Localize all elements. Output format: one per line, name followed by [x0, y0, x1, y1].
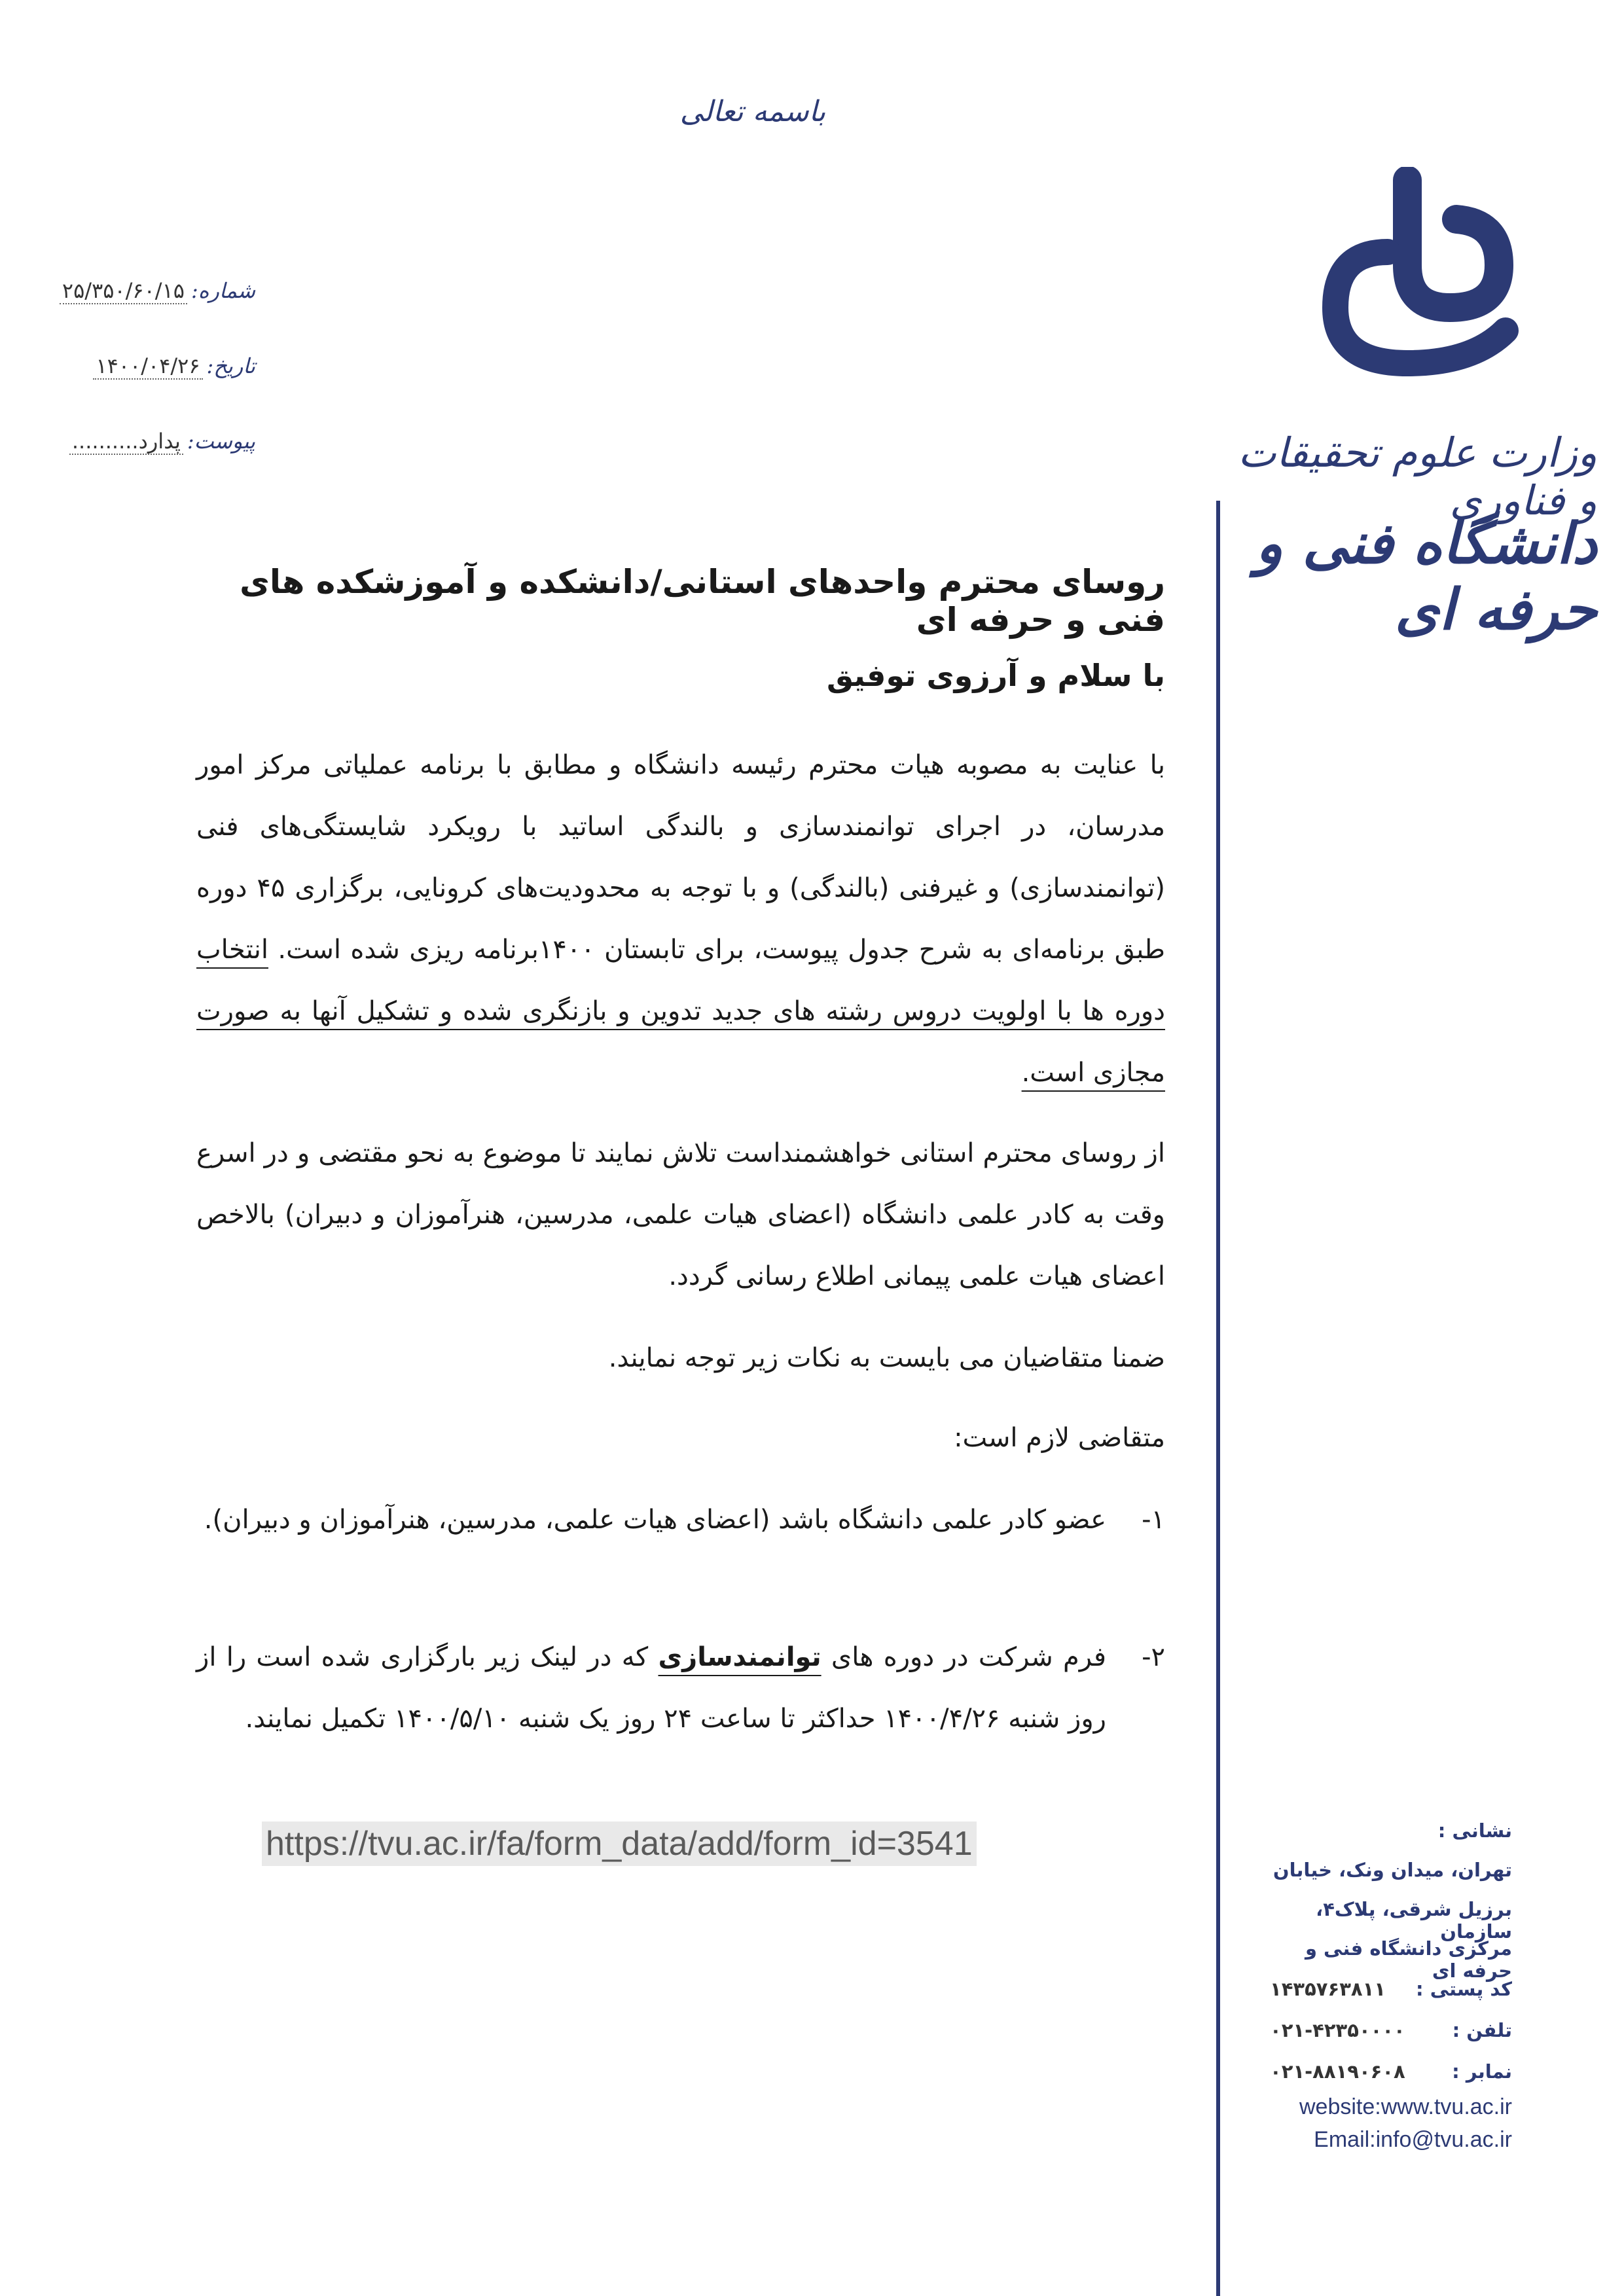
item2-pre: فرم شرکت در دوره های [821, 1642, 1107, 1672]
list-item-number: ۲- [1142, 1642, 1165, 1672]
item2-bold: توانمندسازی [658, 1642, 821, 1672]
list-item [196, 1489, 1165, 1551]
form-link[interactable]: https://tvu.ac.ir/fa/form_data/add/form_id=3541 [262, 1821, 977, 1866]
paragraph-2: از روسای محترم استانی خواهشمنداست تلاش نمایند تا موضوع به نحو مقتضی و در اسرع وقت به کادر علمی دانشگاه (اعضای هیات علمی، مدرسین، هنرآموزان و دبیران) بالاخص اعضای هیات علمی پیمانی اطلاع رسانی گردد. [196, 1138, 1165, 1291]
paragraph-1-text: با عنایت به مصوبه هیات محترم رئیسه دانشگاه و مطابق با برنامه عملیاتی مرکز امور مدرسان، در اجرای توانمندسازی و بالندگی اساتید با رویکرد شایستگی‌های فنی (توانمندسازی) و غیرفنی (بالندگی) و با توجه به محدودیت‌های کرونایی، برگزاری ۴۵ دوره طبق برنامه‌ای به شرح جدول پیوست، برای تابستان ۱۴۰۰برنامه ریزی شده است. [196, 750, 1165, 965]
attachment-label: پیوست: [187, 429, 255, 454]
postal-value: ۱۴۳۵۷۶۳۸۱۱ [1270, 1978, 1386, 2000]
ministry-name: وزارت علوم تحقیقات و فناوری [1238, 429, 1597, 524]
number-label: شماره: [190, 278, 255, 303]
item2-post: که در لینک زیر بارگزاری شده است را از روز شنبه ۱۴۰۰/۴/۲۶ حداکثر تا ساعت ۲۴ روز یک شنبه ۱۴۰۰/۵/۱۰ تکمیل نمایند. [196, 1642, 1106, 1734]
fax [1270, 2060, 1512, 2083]
list-item [196, 1626, 1165, 1749]
date-label: تاریخ: [206, 353, 255, 378]
university-name: دانشگاه فنی و حرفه ای [1255, 511, 1597, 643]
address-line-3: مرکزی دانشگاه فنی و حرفه ای [1305, 1937, 1512, 1982]
attachment-value: پدارد.......... [69, 429, 183, 455]
paragraph-1-underlined: انتخاب دوره ها با اولویت دروس رشته های جدید تدوین و بازنگری شده و تشکیل آنها به صورت مجازی است. [196, 935, 1165, 1088]
postal-code [1270, 1978, 1512, 2000]
list-item-text: عضو کادر علمی دانشگاه باشد (اعضای هیات علمی، مدرسین، هنرآموزان و دبیران). [204, 1505, 1106, 1535]
paragraph-1 [196, 734, 1165, 1103]
address-title: نشانی : [1437, 1820, 1512, 1842]
letter-attachment [59, 429, 255, 455]
vertical-divider [1216, 501, 1220, 2296]
website-link[interactable]: website:www.tvu.ac.ir [1299, 2094, 1512, 2119]
letter-date [59, 353, 255, 380]
phone-label: تلفن : [1452, 2019, 1512, 2041]
phone [1270, 2019, 1512, 2041]
postal-label: کد پستی : [1416, 1978, 1512, 2000]
number-value: ۲۵/۳۵۰/۶۰/۱۵ [60, 278, 187, 304]
address-line-2: برزیل شرقی، پلاک۴، سازمان [1316, 1898, 1512, 1943]
paragraph-4: متقاضی لازم است: [954, 1423, 1165, 1453]
list-item-number: ۱- [1142, 1505, 1165, 1535]
phone-value: ۰۲۱-۴۲۳۵۰۰۰۰ [1270, 2019, 1405, 2041]
paragraph-3: ضمنا متقاضیان می بایست به نکات زیر توجه نمایند. [608, 1343, 1165, 1373]
list-item-text [196, 1626, 1106, 1749]
greeting: با سلام و آرزوی توفیق [826, 658, 1165, 693]
fax-value: ۰۲۱-۸۸۱۹۰۶۰۸ [1270, 2060, 1405, 2083]
address-line-1: تهران، میدان ونک، خیابان [1272, 1859, 1512, 1881]
addressee: روسای محترم واحدهای استانی/دانشکده و آموزشکده های فنی و حرفه ای [240, 563, 1165, 639]
date-value: ۱۴۰۰/۰۴/۲۶ [93, 353, 202, 380]
basmala: باسمه تعالی [679, 95, 826, 128]
university-logo-icon [1309, 167, 1532, 383]
fax-label: نمابر : [1452, 2060, 1512, 2083]
email-link[interactable]: Email:info@tvu.ac.ir [1314, 2127, 1512, 2152]
letter-number [59, 278, 255, 304]
